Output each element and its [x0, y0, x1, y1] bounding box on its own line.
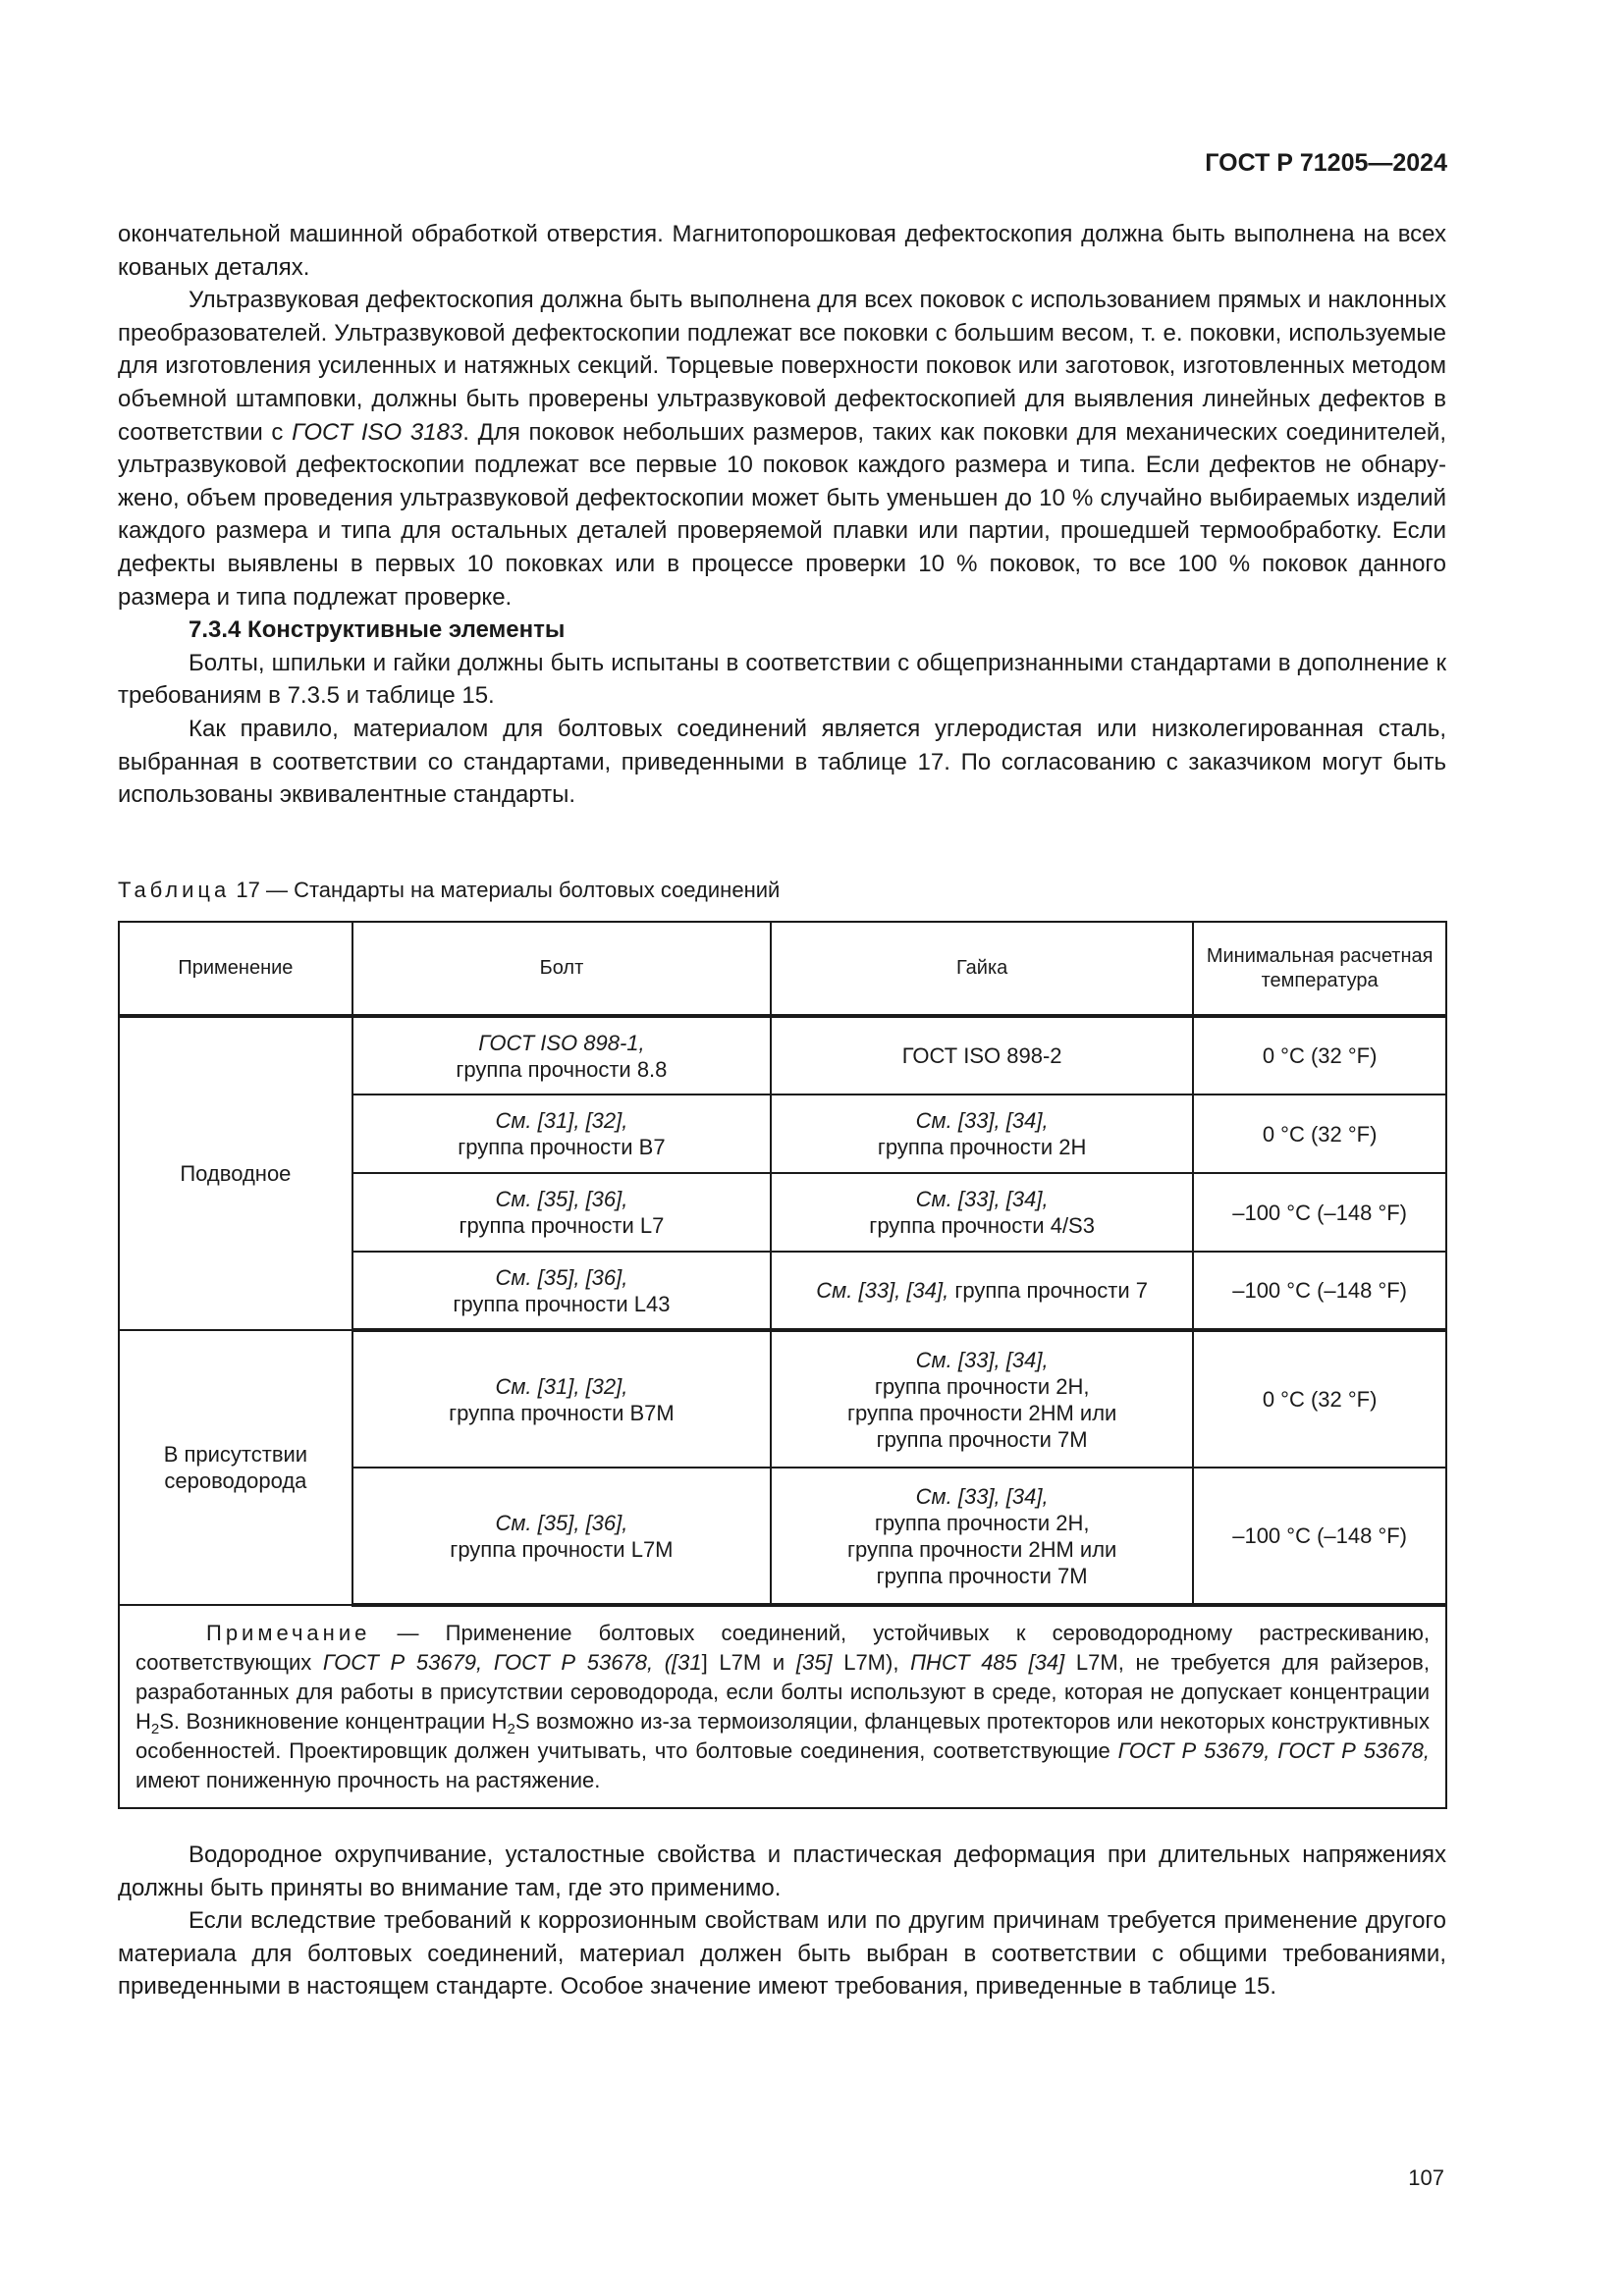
note-ref: [35]: [795, 1650, 833, 1675]
caption-title: 17 — Стандарты на материалы болтовых соединений: [230, 878, 781, 902]
body-text-top: [118, 218, 1446, 812]
bolt-ref: См. [31], [32],: [495, 1108, 628, 1133]
header-nut: Гайка: [771, 922, 1193, 1016]
nut-cell: [771, 1016, 1193, 1095]
nut-grade: группа прочности 7M: [876, 1563, 1088, 1588]
table-note-row: [119, 1605, 1446, 1808]
group-h2s: В присутствии сероводорода: [119, 1330, 352, 1605]
header-bolt: Болт: [352, 922, 771, 1016]
nut-cell: [771, 1468, 1193, 1605]
temp-cell: –100 °C (–148 °F): [1193, 1173, 1446, 1252]
bolt-ref: См. [35], [36],: [495, 1264, 628, 1290]
paragraph-ultrasonic: [118, 284, 1446, 614]
body-text-bottom: [118, 1839, 1446, 2003]
nut-cell: [771, 1095, 1193, 1173]
note-ref: ГОСТ Р 53679, ГОСТ Р 53678, ([31: [322, 1650, 702, 1675]
bolt-cell: [352, 1252, 771, 1330]
table-caption: [118, 878, 780, 903]
nut-grade: группа прочности 7M: [876, 1426, 1088, 1452]
bolt-grade: группа прочности L7M: [450, 1536, 674, 1562]
bolt-ref: См. [35], [36],: [495, 1187, 628, 1211]
page-number: 107: [1408, 2165, 1444, 2190]
bolting-materials-table: [118, 921, 1447, 1809]
subscript: 2: [507, 1721, 515, 1737]
note-ref: ПНСТ 485 [34]: [910, 1650, 1065, 1675]
nut-ref: См. [33], [34],: [915, 1483, 1049, 1509]
nut-cell: [771, 1252, 1193, 1330]
note-label: Примечание: [206, 1621, 371, 1645]
note-text: L7M, не требуется для райзеров, разработанных для работы в присутствии сероводорода, если болты используют в среде, которая не допускает концентрации H: [135, 1650, 1430, 1734]
nut-grade: группа прочности 7: [948, 1278, 1148, 1303]
header-min-temp: Минимальная расчетная температура: [1193, 922, 1446, 1016]
note-ref: ГОСТ Р 53679, ГОСТ Р 53678,: [1117, 1738, 1430, 1763]
temp-cell: –100 °C (–148 °F): [1193, 1468, 1446, 1605]
paragraph: Болты, шпильки и гайки должны быть испытаны в соответствии с общепризнанными стандартами в дополнение к требованиям в 7.3.5 и таблице 15.: [118, 649, 1446, 710]
table-note: [119, 1605, 1446, 1808]
paragraph: Если вследствие требований к коррозионным свойствам или по другим причинам требуется применение другого материала для болтовых соединений, материал должен быть выбран в соответствии с общими требованиями, приведенными в настоящем стандарте. Особое значение имеют требования, приведенные в таблице 15.: [118, 1907, 1446, 2001]
standard-reference: ГОСТ ISO 3183: [292, 418, 463, 446]
temp-cell: 0 °C (32 °F): [1193, 1095, 1446, 1173]
nut-grade: группа прочности 2HM или: [846, 1400, 1117, 1425]
document-header: [118, 149, 1447, 178]
bolt-ref: ГОСТ ISO 898-1,: [478, 1030, 645, 1055]
bolt-cell: [352, 1016, 771, 1095]
text-span: Ультразвуковая дефектоскопия должна быть выполнена для всех поковок с использованием прямых и наклонных преобразователей. Ультразвуковой дефектоскопии подлежат все поковки с большим весом, т. е. поковки, используемые для изготовления усиленных и натяжных секций. Торцевые поверхности поковок или заготовок, изготовленных методом объемной штамповки, должны быть проверены ультразвуковой дефектоскопией для выявления линейных дефектов в соответствии с: [118, 287, 1446, 446]
note-text: S. Возникновение концентрации H: [159, 1709, 508, 1734]
bolt-cell: [352, 1468, 771, 1605]
bolt-grade: группа прочности L43: [453, 1291, 671, 1316]
nut-ref: См. [33], [34],: [816, 1278, 949, 1303]
doc-id: ГОСТ Р 71205—2024: [1205, 149, 1447, 177]
nut-grade: группа прочности 4/S3: [869, 1213, 1095, 1238]
table-header-row: [119, 922, 1446, 1016]
nut-grade: группа прочности 2H,: [874, 1373, 1090, 1399]
bolt-ref: См. [35], [36],: [495, 1510, 628, 1535]
bolt-grade: группа прочности 8.8: [456, 1056, 668, 1082]
bolt-grade: группа прочности B7M: [449, 1400, 675, 1425]
paragraph: окончательной машинной обработкой отверстия. Магнитопорошковая дефектоскопия должна быть выполнена на всех кованых деталях.: [118, 221, 1446, 281]
nut-ref: См. [33], [34],: [915, 1108, 1049, 1133]
nut-grade: ГОСТ ISO 898-2: [901, 1043, 1062, 1068]
bolt-ref: См. [31], [32],: [495, 1373, 628, 1399]
note-text: ] L7M и: [701, 1650, 796, 1675]
note-text: L7M),: [832, 1650, 911, 1675]
nut-cell: [771, 1330, 1193, 1468]
nut-grade: группа прочности 2H: [877, 1135, 1087, 1159]
section-heading: 7.3.4 Конструктивные элементы: [189, 616, 566, 644]
table-row: [119, 1016, 1446, 1095]
paragraph: Водородное охрупчивание, усталостные свойства и пластическая деформация при длительных напряжениях должны быть приняты во внимание там, где это применимо.: [118, 1842, 1446, 1901]
text-span: . Для поковок небольших размеров, таких как поковки для механических соединителей, ультразвуковой дефектоскопии подлежат все первые 10 поковок каждого размера и типа. Если дефектов не обнаружено, объем проведения ультразвуковой дефектоскопии может быть уменьшен до 10 % случайно выбираемых изделий каждого размера и типа для остальных деталей проверяемой плавки или партии, прошедшей термообработку. Если дефекты выявлены в первых 10 поковках или в процессе проверки 10 % поковок, то все 100 % поковок данного размера и типа подлежат проверке.: [118, 418, 1447, 611]
subscript: 2: [150, 1721, 160, 1737]
bolt-grade: группа прочности B7: [458, 1135, 666, 1159]
bolt-grade: группа прочности L7: [459, 1213, 665, 1238]
temp-cell: 0 °C (32 °F): [1193, 1016, 1446, 1095]
nut-ref: См. [33], [34],: [915, 1187, 1049, 1211]
caption-label: Таблица: [118, 878, 231, 902]
temp-cell: –100 °C (–148 °F): [1193, 1252, 1446, 1330]
note-text: — Применение болтовых соединений, устойчивых к сероводородному растрескиванию, соответствующих: [135, 1621, 1430, 1675]
note-text: имеют пониженную прочность на растяжение.: [135, 1768, 601, 1792]
group-subsea: Подводное: [119, 1016, 352, 1330]
paragraph: Как правило, материалом для болтовых соединений является углеродистая или низколегированная сталь, выбранная в соответствии со стандартами, приведенными в таблице 17. По согласованию с заказчиком могут быть использованы эквивалентные стандарты.: [118, 715, 1446, 809]
bolt-cell: [352, 1173, 771, 1252]
nut-cell: [771, 1173, 1193, 1252]
temp-cell: 0 °C (32 °F): [1193, 1330, 1446, 1468]
note-text: S возможно из-за термоизоляции, фланцевых протекторов или некоторых конструктивных особенностей. Проектировщик должен учитывать, что болтовые соединения, соответствующие: [135, 1709, 1430, 1763]
nut-ref: См. [33], [34],: [915, 1347, 1049, 1372]
nut-grade: группа прочности 2HM или: [846, 1536, 1117, 1562]
header-application: Применение: [119, 922, 352, 1016]
bolt-cell: [352, 1095, 771, 1173]
table-row: [119, 1330, 1446, 1468]
nut-grade: группа прочности 2H,: [874, 1510, 1090, 1535]
bolt-cell: [352, 1330, 771, 1468]
